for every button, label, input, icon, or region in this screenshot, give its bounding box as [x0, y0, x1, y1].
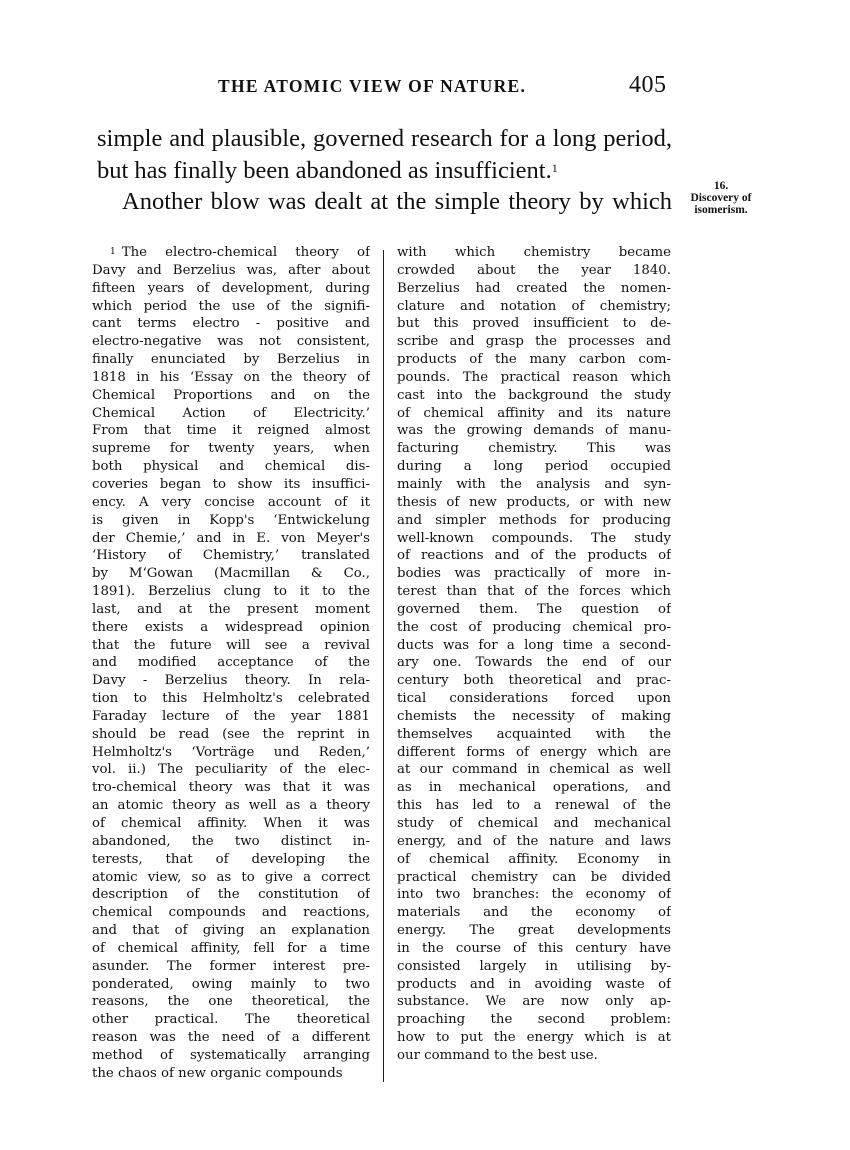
- footnote-line: [397, 761, 671, 779]
- footnote-line: [92, 797, 370, 815]
- footnote-line-text: ponderated, owing mainly to two: [92, 976, 370, 992]
- footnote-line-text: bodies was practically of more in-: [397, 566, 671, 582]
- footnote-line: [92, 440, 370, 458]
- footnote-line-text: der Chemie,’ and in E. von Meyer's: [92, 530, 370, 546]
- footnote-line-text: Davy - Berzelius theory. In rela-: [92, 673, 370, 689]
- footnote-left-column: [92, 244, 370, 1083]
- footnote-line: [397, 387, 671, 405]
- footnote-mark: 1: [110, 247, 116, 257]
- footnote-line-text: abandoned, the two distinct in-: [92, 833, 370, 849]
- footnote-line: [92, 512, 370, 530]
- footnote-line-text: cast into the background the study: [397, 387, 671, 403]
- footnote-line-text: study of chemical and mechanical: [397, 816, 671, 831]
- footnote-line: [92, 476, 370, 494]
- footnote-line: [92, 690, 370, 708]
- footnote-line-text: products and in avoiding waste of: [397, 976, 671, 992]
- footnote-line: [397, 886, 671, 904]
- footnote-line-text: reason was the need of a different: [92, 1030, 370, 1046]
- footnote-line: [397, 779, 671, 797]
- footnote-line-text: themselves acquainted with the: [397, 726, 671, 742]
- body-text-line-content: but has finally been abandoned as insufficient.: [97, 157, 552, 184]
- footnote-line-text: crowded about the year 1840.: [397, 262, 671, 278]
- footnote-line: [92, 601, 370, 619]
- body-text-line: Another blow was dealt at the simple theory by which: [122, 188, 672, 215]
- footnote-line: [397, 726, 671, 744]
- footnote-line-text: proaching the second problem:: [397, 1012, 671, 1028]
- footnote-line: [397, 298, 671, 316]
- footnote-line: [397, 654, 671, 672]
- footnote-line: [397, 601, 671, 619]
- footnote-line: [92, 922, 370, 940]
- body-text-line: simple and plausible, governed research for a long period,: [97, 125, 672, 152]
- footnote-line: [92, 940, 370, 958]
- footnote-line-text: facturing chemistry. This was: [397, 441, 671, 457]
- footnote-line-text: of chemical affinity. Economy in: [397, 851, 671, 867]
- footnote-line: [92, 262, 370, 280]
- footnote-line-text: and that of giving an explanation: [92, 923, 370, 939]
- footnote-line: [92, 458, 370, 476]
- footnote-line: [92, 654, 370, 672]
- footnote-line: [92, 619, 370, 637]
- footnote-line-text: as in mechanical operations, and: [397, 780, 671, 796]
- footnote-line: [92, 761, 370, 779]
- footnote-line-text: thesis of new products, or with new: [397, 494, 671, 510]
- footnote-line-text: chemical compounds and reactions,: [92, 905, 370, 921]
- footnote-line-text: electro-negative was not consistent,: [92, 334, 370, 350]
- footnote-line-text: both physical and chemical dis-: [92, 459, 370, 475]
- footnote-line-text: Chemical Action of Electricity.’: [92, 405, 370, 421]
- footnote-line: [92, 1065, 370, 1083]
- footnote-line: [397, 494, 671, 512]
- footnote-line-text: the cost of producing chemical pro-: [397, 619, 671, 635]
- footnote-line-text: and modified acceptance of the: [92, 655, 370, 671]
- footnote-line-text: method of systematically arranging: [92, 1047, 370, 1063]
- footnote-line: [92, 351, 370, 369]
- footnote-line-text: ducts was for a long time a second-: [397, 637, 671, 653]
- footnote-line: [397, 351, 671, 369]
- footnote-line: [92, 530, 370, 548]
- footnote-line: [397, 512, 671, 530]
- footnote-line-text: century both theoretical and prac-: [397, 673, 671, 689]
- footnote-line: [397, 333, 671, 351]
- footnote-line-text: terests, that of developing the: [92, 851, 370, 867]
- footnote-line: [397, 976, 671, 994]
- footnote-line: [397, 744, 671, 762]
- margin-note-text: isomerism.: [694, 204, 748, 216]
- footnote-line: [397, 1029, 671, 1047]
- footnote-line-text: 1818 in his ‘Essay on the theory of: [92, 369, 370, 385]
- footnote-line: [397, 797, 671, 815]
- footnote-line: [397, 672, 671, 690]
- footnote-line: [397, 547, 671, 565]
- footnote-line-text: 1891). Berzelius clung to it to the: [92, 584, 370, 600]
- body-text-line: [97, 156, 672, 185]
- footnote-line: [92, 1029, 370, 1047]
- footnote-line: [397, 476, 671, 494]
- footnote-line-text: consisted largely in utilising by-: [397, 958, 671, 974]
- footnote-line: [92, 494, 370, 512]
- footnote-line-text: tical considerations forced upon: [397, 691, 671, 707]
- footnote-line-text: is given in Kopp's ‘Entwickelung: [92, 512, 370, 528]
- footnote-line-text: Berzelius had created the nomen-: [397, 280, 671, 296]
- footnote-line-text: the chaos of new organic compounds: [92, 1065, 343, 1081]
- footnote-line-text: into two branches: the economy of: [397, 887, 671, 903]
- footnote-line-text: The electro-chemical theory of: [121, 245, 370, 260]
- footnote-line-text: governed them. The question of: [397, 601, 671, 617]
- footnote-line: [397, 851, 671, 869]
- footnote-line-text: how to put the energy which is at: [397, 1030, 671, 1046]
- footnote-line: [92, 315, 370, 333]
- footnote-line-text: mainly with the analysis and syn-: [397, 476, 671, 492]
- footnote-line: [397, 440, 671, 458]
- page-number: 405: [629, 72, 667, 98]
- footnote-line-text: an atomic theory as well as a theory: [92, 798, 370, 814]
- footnote-line: [92, 333, 370, 351]
- footnote-line-text: that the future will see a revival: [92, 637, 370, 653]
- footnote-line: [92, 851, 370, 869]
- footnote-line-text: clature and notation of chemistry;: [397, 298, 671, 314]
- footnote-line-text: this has led to a renewal of the: [397, 798, 671, 814]
- footnote-line: [397, 583, 671, 601]
- footnote-line: [397, 904, 671, 922]
- footnote-line: [397, 869, 671, 887]
- column-divider: [383, 250, 384, 1082]
- footnote-line: [397, 315, 671, 333]
- footnote-line: [92, 833, 370, 851]
- footnote-line-text: tion to this Helmholtz's celebrated: [92, 691, 370, 707]
- footnote-line-text: asunder. The former interest pre-: [92, 958, 370, 974]
- footnote-line-text: ‘History of Chemistry,’ translated: [92, 548, 370, 564]
- footnote-line-text: terest than that of the forces which: [397, 584, 671, 600]
- footnote-line: [397, 369, 671, 387]
- footnote-line: [397, 422, 671, 440]
- footnote-line-text: Faraday lecture of the year 1881: [92, 708, 370, 724]
- footnote-line-text: supreme for twenty years, when: [92, 441, 370, 457]
- footnote-line-text: our command to the best use.: [397, 1047, 598, 1063]
- footnote-line-text: of chemical affinity and its nature: [397, 405, 671, 421]
- margin-note-number: 16.: [713, 180, 729, 192]
- footnote-line: [397, 458, 671, 476]
- footnote-line: [92, 869, 370, 887]
- footnote-line-text: cant terms electro - positive and: [92, 316, 370, 332]
- footnote-line: [92, 904, 370, 922]
- footnote-line-text: From that time it reigned almost: [92, 423, 370, 439]
- footnote-line: [397, 619, 671, 637]
- footnote-line: [92, 1011, 370, 1029]
- footnote-line: [397, 922, 671, 940]
- footnote-line: [92, 637, 370, 655]
- footnote-line-text: fifteen years of development, during: [92, 280, 370, 296]
- footnote-line-text: atomic view, so as to give a correct: [92, 869, 370, 885]
- footnote-line: [92, 1047, 370, 1065]
- footnote-line-text: coveries began to show its insuffici-: [92, 476, 370, 492]
- footnote-line: [397, 1011, 671, 1029]
- footnote-line-text: chemists the necessity of making: [397, 708, 671, 724]
- footnote-line-text: last, and at the present moment: [92, 601, 370, 617]
- footnote-line: [92, 886, 370, 904]
- footnote-line: [397, 637, 671, 655]
- footnote-line: [92, 993, 370, 1011]
- footnote-line: [92, 779, 370, 797]
- footnote-line-text: by M‘Gowan (Macmillan & Co.,: [92, 566, 370, 582]
- footnote-line-text: practical chemistry can be divided: [397, 869, 671, 885]
- footnote-line-text: but this proved insufficient to de-: [397, 316, 671, 332]
- footnote-line: [92, 387, 370, 405]
- footnote-line-text: there exists a widespread opinion: [92, 619, 370, 635]
- footnote-line-text: Davy and Berzelius was, after about: [92, 262, 370, 278]
- footnote-line-text: reasons, the one theoretical, the: [92, 994, 370, 1010]
- footnote-line: [92, 244, 370, 262]
- footnote-line-text: materials and the economy of: [397, 905, 671, 921]
- footnote-line: [92, 708, 370, 726]
- footnote-line-text: energy, and of the nature and laws: [397, 833, 671, 849]
- footnote-line: [397, 940, 671, 958]
- footnote-line: [92, 744, 370, 762]
- footnote-line-text: other practical. The theoretical: [92, 1012, 370, 1028]
- footnote-line-text: Chemical Proportions and on the: [92, 387, 370, 403]
- footnote-reference: 1: [551, 161, 558, 175]
- margin-note: [676, 180, 766, 216]
- footnote-line: [397, 280, 671, 298]
- footnote-line-text: pounds. The practical reason which: [397, 369, 671, 385]
- footnote-line: [397, 690, 671, 708]
- footnote-line: [397, 958, 671, 976]
- footnote-line: [92, 369, 370, 387]
- footnote-line-text: energy. The great developments: [397, 923, 671, 939]
- footnote-line-text: finally enunciated by Berzelius in: [92, 352, 370, 368]
- footnote-line-text: in the course of this century have: [397, 940, 671, 956]
- footnote-line-text: ency. A very concise account of it: [92, 494, 370, 510]
- footnote-line-text: different forms of energy which are: [397, 744, 671, 760]
- footnote-line-text: should be read (see the reprint in: [92, 726, 370, 742]
- footnote-line: [92, 672, 370, 690]
- footnote-line: [397, 815, 671, 833]
- footnote-line: [92, 976, 370, 994]
- footnote-line: [92, 726, 370, 744]
- footnote-right-column: [397, 244, 671, 1065]
- footnote-line: [92, 280, 370, 298]
- footnote-line: [397, 262, 671, 280]
- footnote-line-text: vol. ii.) The peculiarity of the elec-: [92, 762, 370, 778]
- footnote-line: [92, 422, 370, 440]
- footnote-line: [397, 405, 671, 423]
- margin-note-text: Discovery of: [690, 192, 752, 204]
- footnote-line-text: which period the use of the signifi-: [92, 298, 370, 314]
- footnote-line-text: description of the constitution of: [92, 887, 370, 903]
- footnote-line-text: of chemical affinity, fell for a time: [92, 940, 370, 956]
- footnote-line: [92, 583, 370, 601]
- footnote-line: [397, 1047, 671, 1065]
- footnote-line: [92, 815, 370, 833]
- footnote-line-text: of reactions and of the products of: [397, 548, 671, 564]
- footnote-line: [397, 993, 671, 1011]
- footnote-line-text: and simpler methods for producing: [397, 512, 671, 528]
- footnote-line: [397, 708, 671, 726]
- footnote-line: [92, 547, 370, 565]
- running-title: THE ATOMIC VIEW OF NATURE.: [218, 76, 527, 96]
- footnote-line: [92, 565, 370, 583]
- footnote-line: [397, 244, 671, 262]
- footnote-line-text: at our command in chemical as well: [397, 762, 671, 778]
- footnote-line-text: tro-chemical theory was that it was: [92, 780, 370, 796]
- footnote-line-text: scribe and grasp the processes and: [397, 334, 671, 350]
- footnote-line: [92, 405, 370, 423]
- footnote-line: [397, 833, 671, 851]
- footnote-line-text: was the growing demands of manu-: [397, 423, 671, 439]
- footnote-line: [397, 530, 671, 548]
- footnote-line-text: ary one. Towards the end of our: [397, 655, 671, 671]
- footnote-line: [92, 298, 370, 316]
- footnote-line: [397, 565, 671, 583]
- footnote-line-text: during a long period occupied: [397, 459, 671, 475]
- footnote-line-text: substance. We are now only ap-: [397, 994, 671, 1010]
- footnote-line-text: products of the many carbon com-: [397, 352, 671, 368]
- footnote-line-text: Helmholtz's ‘Vorträge und Reden,’: [92, 744, 370, 760]
- footnote-line-text: with which chemistry became: [397, 245, 671, 260]
- footnote-line-text: of chemical affinity. When it was: [92, 816, 370, 831]
- footnote-line: [92, 958, 370, 976]
- footnote-line-text: well-known compounds. The study: [397, 530, 671, 546]
